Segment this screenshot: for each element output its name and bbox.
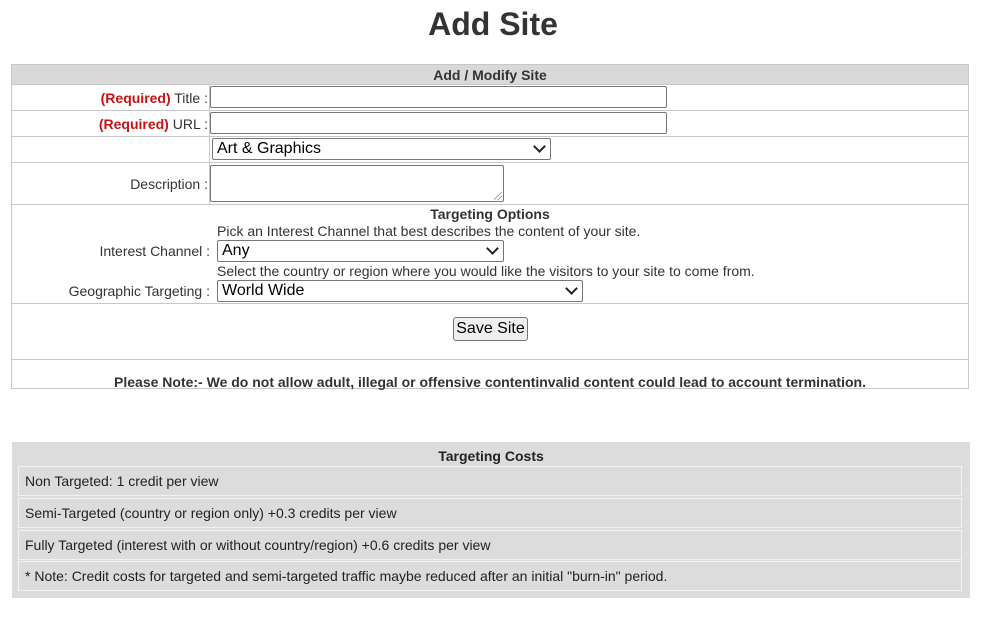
url-label-text: URL :: [168, 116, 208, 132]
interest-channel-label: Interest Channel :: [99, 243, 210, 259]
targeting-costs-title: Targeting Costs: [438, 448, 544, 464]
form-header: Add / Modify Site: [12, 65, 968, 84]
description-textarea[interactable]: [210, 165, 504, 202]
title-row: [12, 84, 968, 110]
category-label-cell: [12, 137, 210, 162]
geo-targeting-hint: Select the country or region where you would like the visitors to your site to come from.: [217, 263, 755, 279]
cost-row-fully-targeted: Fully Targeted (interest with or without country/region) +0.6 credits per view: [18, 530, 962, 560]
url-input[interactable]: [210, 112, 667, 134]
targeting-costs-table: [12, 442, 970, 598]
save-row: [12, 303, 968, 359]
description-row: [12, 162, 968, 204]
category-row: [12, 136, 968, 162]
targeting-section: [12, 204, 968, 303]
cost-row-non-targeted: Non Targeted: 1 credit per view: [18, 466, 962, 496]
url-required-marker: (Required): [98, 116, 169, 132]
geo-targeting-selected: World Wide: [222, 282, 305, 299]
targeting-options-title: Targeting Options: [430, 206, 550, 222]
title-label: [12, 85, 210, 110]
chevron-down-icon: [565, 282, 578, 295]
geo-targeting-label: Geographic Targeting :: [68, 283, 210, 299]
cost-row-semi-targeted: Semi-Targeted (country or region only) +0.3 credits per view: [18, 498, 962, 528]
page-title: Add Site: [428, 6, 558, 42]
category-select[interactable]: [212, 138, 551, 160]
save-site-button[interactable]: Save Site: [453, 317, 528, 341]
add-modify-site-form: [11, 64, 969, 389]
interest-channel-select[interactable]: [217, 240, 504, 262]
title-label-text: Title :: [170, 90, 208, 106]
category-selected-value: Art & Graphics: [217, 140, 322, 157]
cost-row-note: * Note: Credit costs for targeted and semi-targeted traffic maybe reduced after an initial "burn-in" period.: [18, 561, 962, 591]
resize-grip-icon: [494, 192, 502, 200]
policy-note: Please Note:- We do not allow adult, illegal or offensive contentinvalid content could lead to account termination.: [114, 374, 866, 390]
description-label: Description :: [12, 163, 210, 204]
chevron-down-icon: [533, 140, 546, 153]
url-row: [12, 110, 968, 136]
url-label: [12, 111, 210, 136]
geo-targeting-select[interactable]: [217, 280, 583, 302]
chevron-down-icon: [486, 242, 499, 255]
title-required-marker: (Required): [100, 90, 171, 106]
note-row: [12, 359, 968, 388]
title-input[interactable]: [210, 86, 667, 108]
interest-channel-selected: Any: [222, 242, 250, 259]
interest-channel-hint: Pick an Interest Channel that best describes the content of your site.: [217, 223, 641, 239]
